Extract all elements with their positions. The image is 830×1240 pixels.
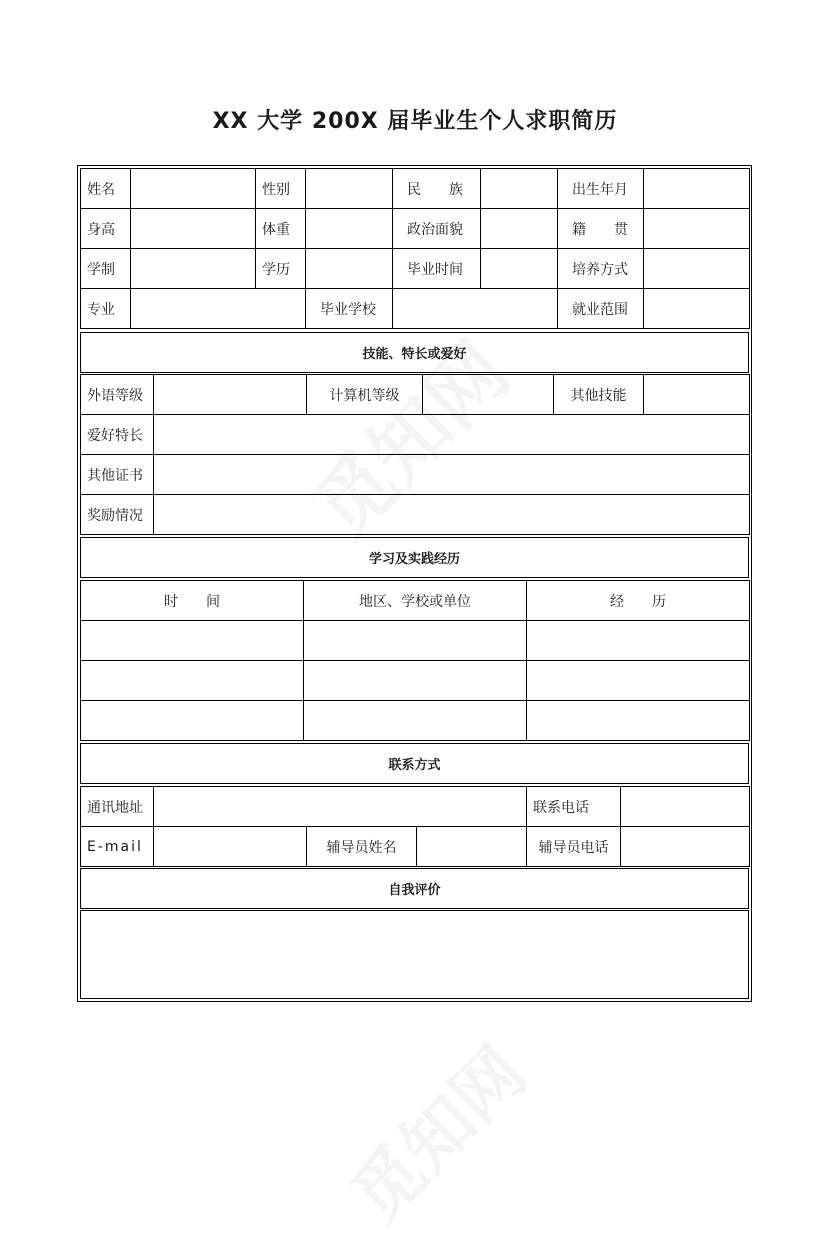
gender-label: 性别 (256, 169, 306, 209)
table-row (81, 455, 750, 495)
time-cell[interactable] (81, 621, 304, 661)
schooling-label: 学制 (81, 249, 131, 289)
advisor-phone-label: 辅导员电话 (527, 827, 621, 867)
native-field[interactable] (644, 209, 750, 249)
training-label: 培养方式 (558, 249, 644, 289)
skills-header-section (80, 332, 749, 373)
awards-field[interactable] (154, 495, 750, 535)
height-label: 身高 (81, 209, 131, 249)
political-label: 政治面貌 (393, 209, 481, 249)
place-cell[interactable] (304, 701, 527, 741)
employment-field[interactable] (644, 289, 750, 329)
certificates-label: 其他证书 (81, 455, 154, 495)
address-field[interactable] (154, 787, 527, 827)
time-cell[interactable] (81, 701, 304, 741)
table-row (81, 169, 750, 209)
table-row (81, 581, 750, 621)
awards-label: 奖励情况 (81, 495, 154, 535)
experience-cell[interactable] (527, 621, 750, 661)
advisor-name-label: 辅导员姓名 (307, 827, 417, 867)
computer-level-field[interactable] (423, 375, 554, 415)
experience-cell[interactable] (527, 661, 750, 701)
ethnicity-field[interactable] (481, 169, 558, 209)
place-column-header: 地区、学校或单位 (304, 581, 527, 621)
skills-section (80, 374, 749, 535)
table-row (81, 661, 750, 701)
foreign-language-label: 外语等级 (81, 375, 154, 415)
table-row (81, 787, 750, 827)
foreign-language-field[interactable] (154, 375, 307, 415)
advisor-phone-field[interactable] (621, 827, 750, 867)
hobbies-field[interactable] (154, 415, 750, 455)
computer-level-label: 计算机等级 (307, 375, 423, 415)
table-row (81, 289, 750, 329)
weight-label: 体重 (256, 209, 306, 249)
watermark-logo-bottom (325, 1021, 545, 1240)
table-row (81, 249, 750, 289)
experience-header: 学习及实践经历 (81, 538, 749, 578)
table-row (81, 701, 750, 741)
major-field[interactable] (131, 289, 306, 329)
phone-field[interactable] (621, 787, 750, 827)
contact-header: 联系方式 (81, 744, 749, 784)
skills-header: 技能、特长或爱好 (81, 333, 749, 373)
self-eval-header-section (80, 868, 749, 909)
table-row (81, 209, 750, 249)
degree-label: 学历 (256, 249, 306, 289)
gender-field[interactable] (306, 169, 393, 209)
graduation-label: 毕业时间 (393, 249, 481, 289)
graduation-field[interactable] (481, 249, 558, 289)
training-field[interactable] (644, 249, 750, 289)
experience-column-header: 经 历 (527, 581, 750, 621)
table-row (81, 495, 750, 535)
weight-field[interactable] (306, 209, 393, 249)
schooling-field[interactable] (131, 249, 256, 289)
address-label: 通讯地址 (81, 787, 154, 827)
basic-info-section (80, 168, 749, 329)
time-cell[interactable] (81, 661, 304, 701)
major-label: 专业 (81, 289, 131, 329)
email-field[interactable] (154, 827, 307, 867)
hobbies-label: 爱好特长 (81, 415, 154, 455)
degree-field[interactable] (306, 249, 393, 289)
school-label: 毕业学校 (306, 289, 393, 329)
contact-header-section (80, 743, 749, 784)
height-field[interactable] (131, 209, 256, 249)
place-cell[interactable] (304, 621, 527, 661)
page-title: XX 大学 200X 届毕业生个人求职简历 (212, 109, 618, 134)
birth-label: 出生年月 (558, 169, 644, 209)
phone-label: 联系电话 (527, 787, 621, 827)
experience-header-section (80, 537, 749, 578)
ethnicity-label: 民 族 (393, 169, 481, 209)
advisor-name-field[interactable] (417, 827, 527, 867)
name-field[interactable] (131, 169, 256, 209)
other-skills-label: 其他技能 (554, 375, 644, 415)
political-field[interactable] (481, 209, 558, 249)
table-row (81, 827, 750, 867)
experience-section (80, 580, 749, 741)
contact-section (80, 786, 749, 867)
birth-field[interactable] (644, 169, 750, 209)
name-label: 姓名 (81, 169, 131, 209)
other-skills-field[interactable] (644, 375, 750, 415)
email-label: E-mail (81, 827, 154, 867)
self-eval-field[interactable] (81, 911, 749, 999)
place-cell[interactable] (304, 661, 527, 701)
certificates-field[interactable] (154, 455, 750, 495)
table-row (81, 621, 750, 661)
self-eval-header: 自我评价 (81, 869, 749, 909)
school-field[interactable] (393, 289, 558, 329)
experience-cell[interactable] (527, 701, 750, 741)
table-row (81, 375, 750, 415)
employment-label: 就业范围 (558, 289, 644, 329)
self-eval-section (80, 910, 749, 999)
time-column-header: 时 间 (81, 581, 304, 621)
table-row (81, 415, 750, 455)
native-label: 籍 贯 (558, 209, 644, 249)
